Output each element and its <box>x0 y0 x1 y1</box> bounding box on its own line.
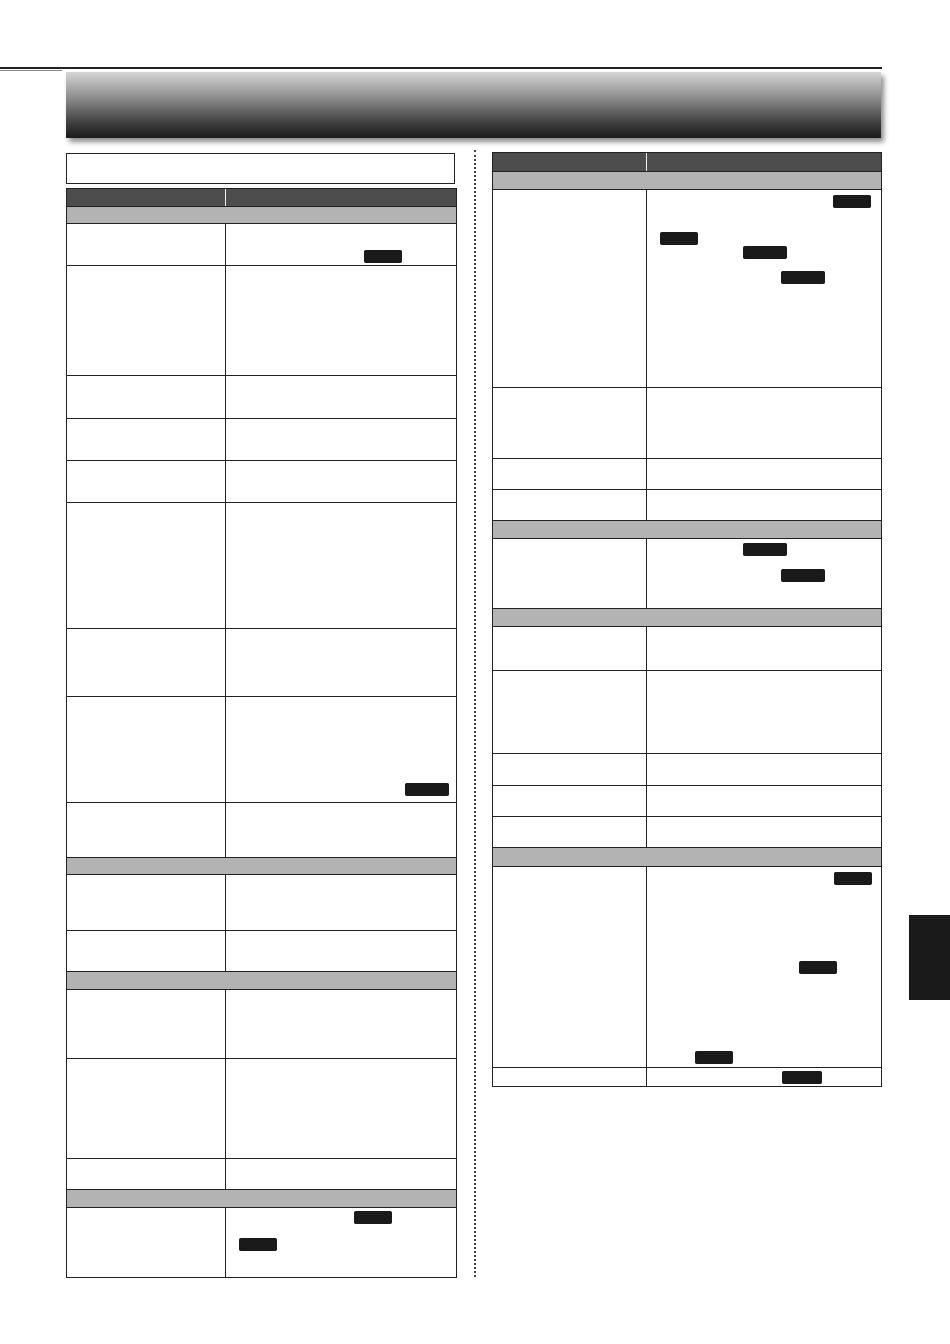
cell-divider <box>225 503 226 628</box>
cell-divider <box>646 1068 647 1087</box>
cell-divider <box>225 931 226 971</box>
column-separator <box>474 150 476 1277</box>
table-row <box>493 387 881 458</box>
chapter-tab <box>909 915 950 1000</box>
table-row <box>493 816 881 847</box>
page-reference-tag <box>695 1051 733 1064</box>
page-reference-tag <box>364 250 402 263</box>
table-row <box>67 460 456 502</box>
table-row <box>493 538 881 608</box>
cell-divider <box>646 490 647 520</box>
right-section-header <box>493 520 881 538</box>
table-row <box>67 375 456 418</box>
right-section-header <box>493 171 881 189</box>
table-row <box>493 626 881 670</box>
left-section-header <box>67 1189 456 1207</box>
cell-divider <box>225 697 226 802</box>
right-table <box>492 152 882 1087</box>
left-section-header <box>67 206 456 223</box>
table-row <box>67 989 456 1058</box>
cell-divider <box>646 459 647 489</box>
note-box <box>66 153 455 184</box>
left-section-header <box>67 971 456 989</box>
table-row <box>493 753 881 785</box>
cell-divider <box>225 376 226 418</box>
top-rule <box>0 67 882 69</box>
cell-divider <box>225 875 226 930</box>
left-table-header <box>67 189 456 206</box>
header-divider <box>225 189 226 206</box>
cell-divider <box>225 419 226 460</box>
cell-divider <box>225 990 226 1058</box>
right-section-header <box>493 847 881 866</box>
table-row <box>493 1067 881 1087</box>
cell-divider <box>646 539 647 608</box>
table-row <box>67 223 456 265</box>
cell-divider <box>225 461 226 502</box>
title-banner <box>66 72 881 138</box>
cell-divider <box>225 1059 226 1158</box>
table-row <box>67 874 456 930</box>
cell-divider <box>646 754 647 785</box>
table-row <box>493 670 881 753</box>
table-row <box>67 802 456 857</box>
table-row <box>67 628 456 696</box>
cell-divider <box>646 388 647 458</box>
page-reference-tag <box>834 872 872 885</box>
table-row <box>67 1207 456 1277</box>
cell-divider <box>646 190 647 387</box>
page-reference-tag <box>405 783 449 796</box>
table-row <box>67 502 456 628</box>
table-row <box>67 265 456 375</box>
table-row <box>493 189 881 387</box>
cell-divider <box>646 627 647 670</box>
cell-divider <box>225 1208 226 1277</box>
page-reference-tag <box>743 246 787 259</box>
page-reference-tag <box>833 195 871 208</box>
table-row <box>67 1158 456 1189</box>
right-table-header <box>493 153 881 171</box>
page-reference-tag <box>239 1238 277 1251</box>
cell-divider <box>225 629 226 696</box>
table-row <box>493 489 881 520</box>
top-rule-thin <box>0 70 62 71</box>
table-row <box>493 458 881 489</box>
cell-divider <box>646 817 647 847</box>
page-reference-tag <box>660 232 698 245</box>
page-reference-tag <box>799 961 837 974</box>
table-row <box>493 785 881 816</box>
right-section-header <box>493 608 881 626</box>
page-reference-tag <box>781 569 825 582</box>
page-reference-tag <box>781 271 825 284</box>
cell-divider <box>646 867 647 1067</box>
left-section-header <box>67 857 456 874</box>
cell-divider <box>646 671 647 753</box>
table-row <box>67 696 456 802</box>
cell-divider <box>225 266 226 375</box>
page-reference-tag <box>354 1211 392 1224</box>
table-row <box>67 1058 456 1158</box>
cell-divider <box>646 786 647 816</box>
table-row <box>67 418 456 460</box>
page-reference-tag <box>782 1071 822 1084</box>
header-divider <box>646 153 647 171</box>
cell-divider <box>225 803 226 857</box>
table-row <box>493 866 881 1067</box>
page-reference-tag <box>743 543 787 556</box>
cell-divider <box>225 224 226 265</box>
cell-divider <box>225 1159 226 1189</box>
left-table <box>66 188 457 1278</box>
table-row <box>67 930 456 971</box>
